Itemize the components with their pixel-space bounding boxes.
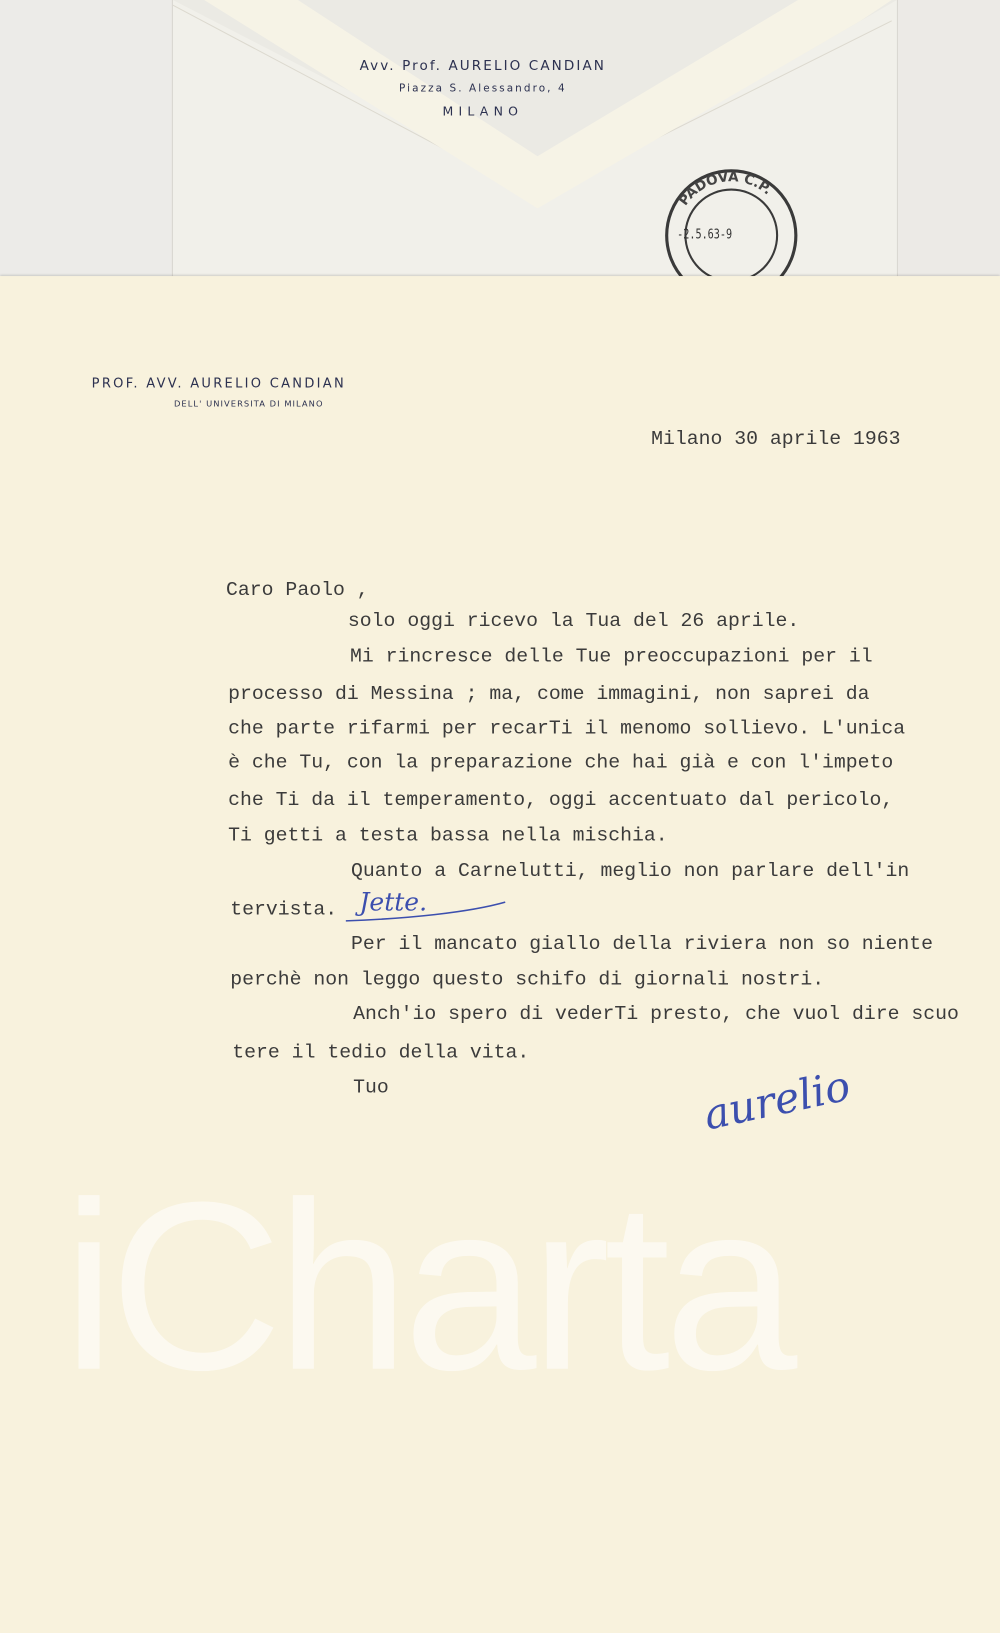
- postmark-date: -2.5.63-9: [677, 227, 733, 243]
- letter-line: è che Tu, con la preparazione che hai già e con l'impeto: [228, 751, 894, 774]
- postmark-place: PADOVA C.P.: [675, 169, 776, 209]
- envelope-sender-address: Piazza S. Alessandro, 4: [398, 83, 567, 95]
- letter-line: Ti getti a testa bassa nella mischia.: [228, 823, 668, 847]
- letter-line: Per il mancato giallo della riviera non so niente: [351, 932, 934, 956]
- letter-line: Quanto a Carnelutti, meglio non parlare dell'in: [351, 859, 910, 883]
- envelope-sender-city: MILANO: [442, 104, 524, 119]
- letter-date: Milano 30 aprile 1963: [651, 427, 901, 451]
- letter-line: Anch'io spero di vederTi presto, che vuol dire scuo: [353, 1002, 959, 1026]
- letter-line: perchè non leggo questo schifo di giornali nostri.: [230, 967, 825, 991]
- handwritten-note: Jette.: [359, 887, 428, 917]
- letter-line: Caro Paolo ,: [226, 578, 369, 602]
- letter-sheet: [0, 276, 1000, 1633]
- envelope-sender-name: Avv. Prof. AURELIO CANDIAN: [359, 58, 607, 74]
- letter-line: Mi rincresce delle Tue preoccupazioni per il: [350, 644, 873, 668]
- letter-line: che parte rifarmi per recarTi il menomo sollievo. L'unica: [228, 716, 906, 740]
- letter-line: processo di Messina ; ma, come immagini, non saprei da: [228, 682, 870, 706]
- background-left: [0, 0, 172, 277]
- letter-line: Tuo: [353, 1076, 389, 1099]
- letter-line: solo oggi ricevo la Tua del 26 aprile.: [347, 609, 800, 633]
- letter-line: tervista.: [230, 897, 338, 921]
- watermark: iCharta: [62, 1152, 792, 1420]
- letter-line: che Ti da il temperamento, oggi accentuato dal pericolo,: [228, 788, 894, 812]
- handwritten-underline: [344, 898, 511, 929]
- svg-text:PADOVA C.P.: [676, 169, 775, 209]
- letterhead-name: PROF. AVV. AURELIO CANDIAN: [91, 375, 347, 391]
- signature: aurelio: [699, 1062, 855, 1140]
- letterhead-affiliation: DELL' UNIVERSITA DI MILANO: [173, 398, 324, 409]
- letter-line: tere il tedio della vita.: [232, 1040, 530, 1064]
